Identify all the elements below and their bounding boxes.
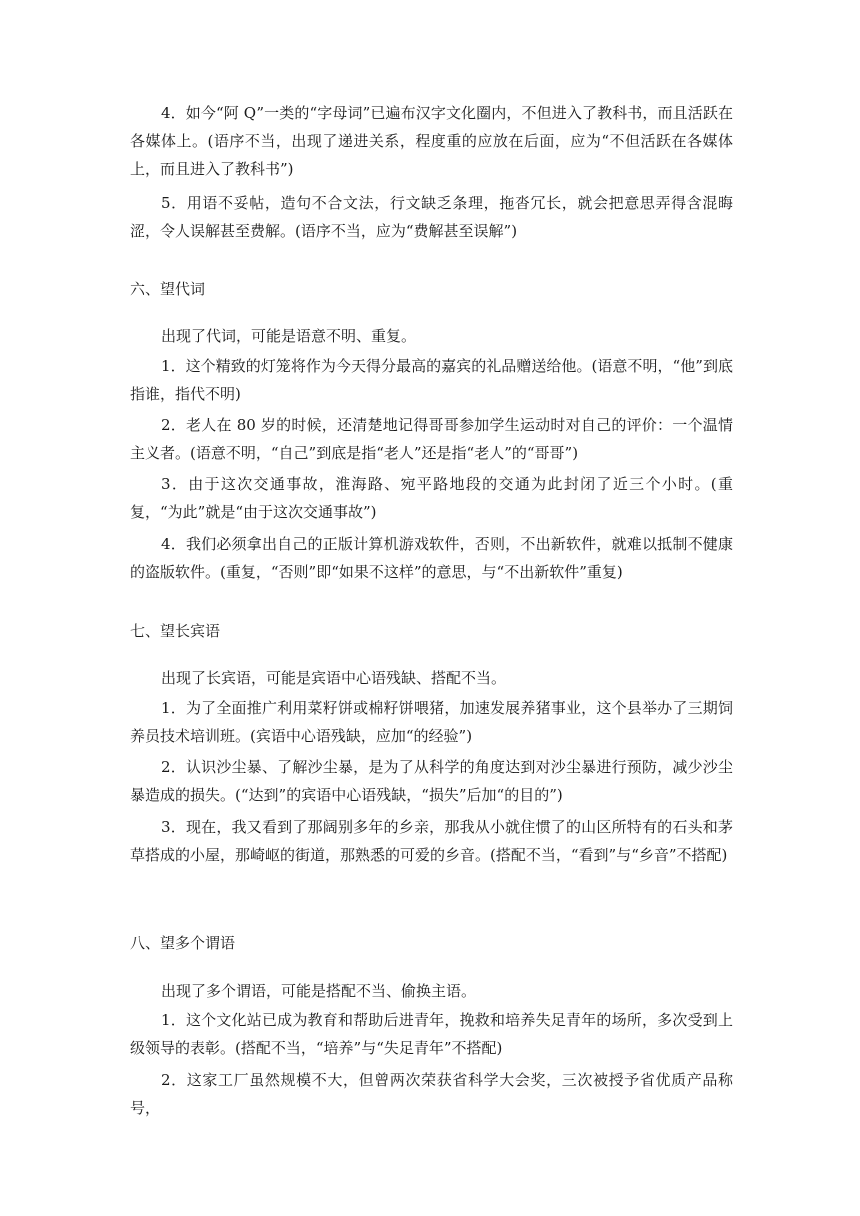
section-heading: 八、望多个谓语: [130, 934, 236, 952]
section-intro: 出现了长宾语，可能是宾语中心语残缺、搭配不当。: [161, 669, 507, 687]
list-item: 1．这个精致的灯笼将作为今天得分最高的嘉宾的礼品赠送给他。(语意不明，“他”到底指谁，指代不明): [130, 357, 733, 403]
section-heading: 六、望代词: [130, 280, 206, 298]
list-item: 3．由于这次交通事故，淮海路、宛平路地段的交通为此封闭了近三个小时。(重复，“为此”就是“由于这次交通事故”): [130, 475, 733, 521]
list-item: 2．这家工厂虽然规模不大，但曾两次荣获省科学大会奖，三次被授予省优质产品称号，: [130, 1071, 733, 1117]
list-item: 3．现在，我又看到了那阔别多年的乡亲，那我从小就住惯了的山区所特有的石头和茅草搭成的小屋，那崎岖的街道，那熟悉的可爱的乡音。(搭配不当，“看到”与“乡音”不搭配): [130, 818, 733, 864]
section-intro: 出现了多个谓语，可能是搭配不当、偷换主语。: [161, 982, 477, 1000]
list-item: 1．这个文化站已成为教育和帮助后进青年，挽救和培养失足青年的场所，多次受到上级领导的表彰。(搭配不当，“培养”与“失足青年”不搭配): [130, 1011, 733, 1057]
list-item: 2．老人在 80 岁的时候，还清楚地记得哥哥参加学生运动时对自己的评价：一个温情主义者。(语意不明，“自己”到底是指“老人”还是指“老人”的“哥哥”): [130, 416, 733, 462]
list-item: 4．我们必须拿出自己的正版计算机游戏软件，否则，不出新软件，就难以抵制不健康的盗版软件。(重复，“否则”即“如果不这样”的意思，与“不出新软件”重复): [130, 535, 733, 581]
list-item: 1．为了全面推广利用菜籽饼或棉籽饼喂猪，加速发展养猪事业，这个县举办了三期饲养员技术培训班。(宾语中心语残缺，应加“的经验”): [130, 699, 733, 745]
list-item: 2．认识沙尘暴、了解沙尘暴，是为了从科学的角度达到对沙尘暴进行预防，减少沙尘暴造成的损失。(“达到”的宾语中心语残缺，“损失”后加“的目的”): [130, 758, 733, 804]
section-intro: 出现了代词，可能是语意不明、重复。: [161, 327, 417, 345]
list-item: 4．如今“阿 Q”一类的“字母词”已遍布汉字文化圈内，不但进入了教科书，而且活跃在各媒体上。(语序不当，出现了递进关系，程度重的应放在后面，应为“不但活跃在各媒体上，而且进入了教科书”): [130, 104, 733, 178]
section-heading: 七、望长宾语: [130, 622, 221, 640]
list-item: 5．用语不妥帖，造句不合文法，行文缺乏条理，拖沓冗长，就会把意思弄得含混晦涩，令人误解甚至费解。(语序不当，应为“费解甚至误解”): [130, 194, 733, 240]
